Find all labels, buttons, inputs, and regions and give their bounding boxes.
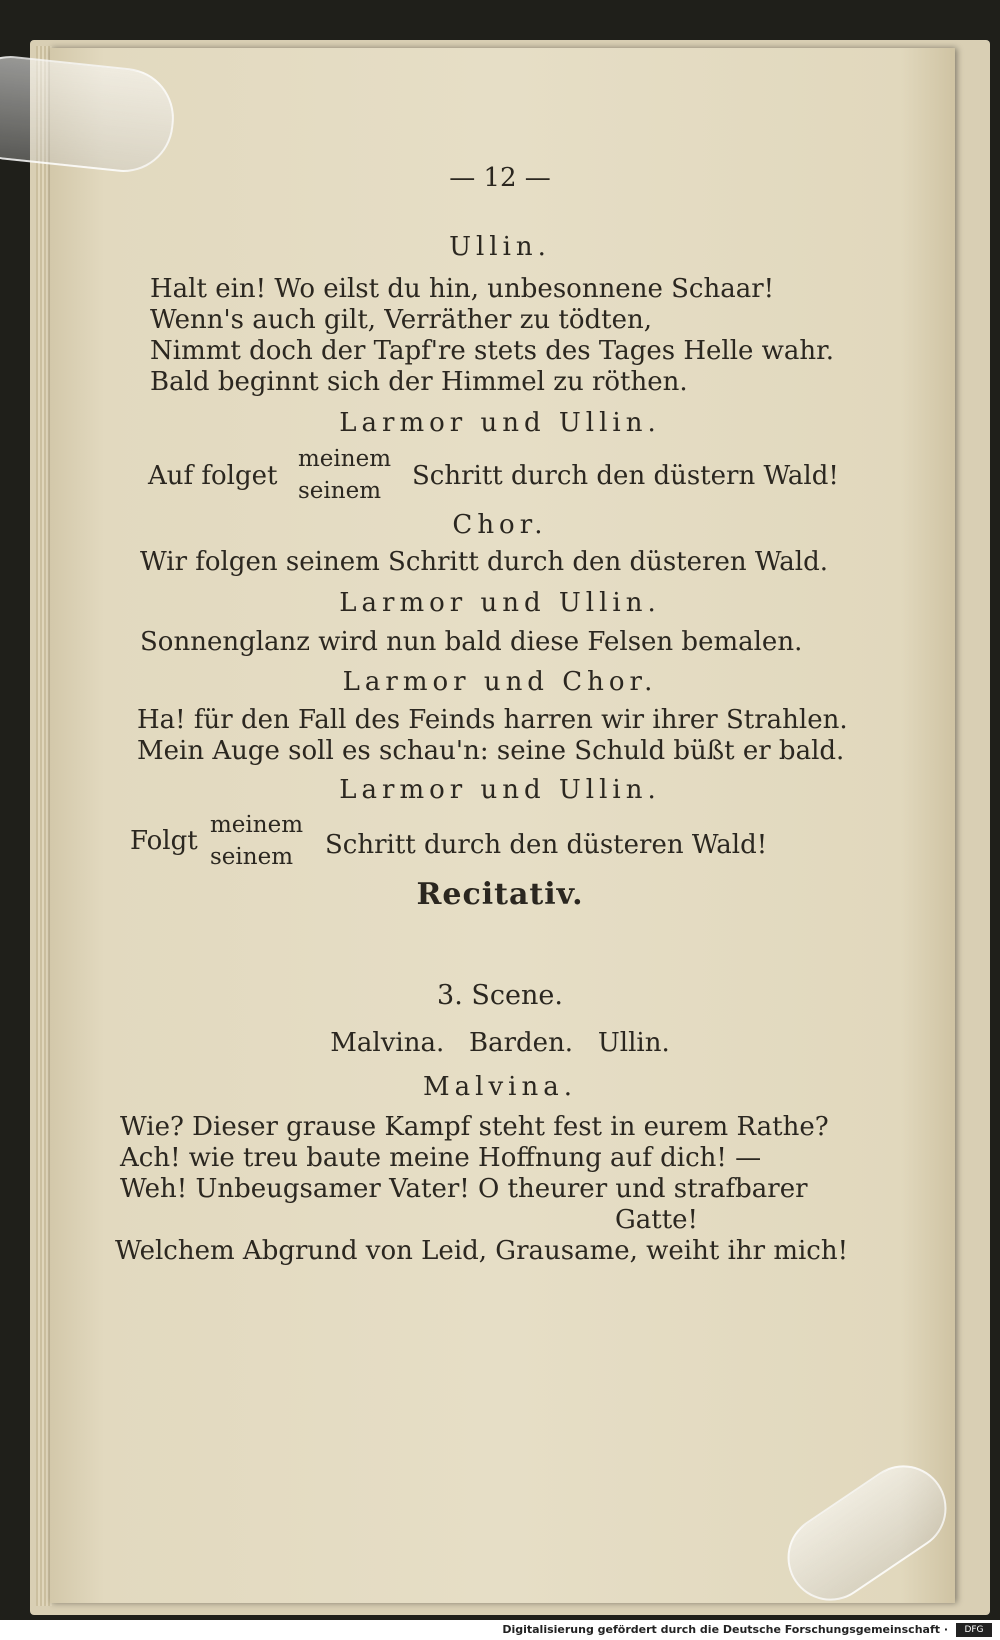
- speaker-malvina: Malvina.: [423, 1072, 577, 1102]
- speaker-chor: Chor.: [452, 510, 548, 540]
- footer-credit: Digitalisierung gefördert durch die Deutsche Forschungsgemeinschaft ·: [502, 1623, 948, 1636]
- speaker-larmor-chor: Larmor und Chor.: [342, 667, 658, 697]
- page-number: — 12 —: [449, 163, 551, 193]
- verse-line: Nimmt doch der Tapf're stets des Tages Helle wahr.: [150, 336, 835, 366]
- speaker-larmor-ullin: Larmor und Ullin.: [339, 408, 661, 438]
- verse-variant: seinem: [298, 478, 382, 504]
- verse-line: Ha! für den Fall des Feinds harren wir ihrer Strahlen.: [137, 705, 848, 735]
- verse-line: Mein Auge soll es schau'n: seine Schuld büßt er bald.: [137, 736, 845, 766]
- verse-line-end: Schritt durch den düstern Wald!: [412, 461, 839, 491]
- verse-line: Wie? Dieser grause Kampf steht fest in eurem Rathe?: [120, 1112, 829, 1142]
- speaker-ullin: Ullin.: [449, 232, 551, 262]
- dfg-logo: DFG: [956, 1623, 992, 1637]
- speaker-larmor-ullin: Larmor und Ullin.: [339, 588, 661, 618]
- verse-line: Wenn's auch gilt, Verräther zu tödten,: [150, 305, 653, 335]
- verse-line-end: Schritt durch den düsteren Wald!: [325, 830, 768, 860]
- verse-line: Sonnenglanz wird nun bald diese Felsen bemalen.: [140, 627, 803, 657]
- speaker-larmor-ullin: Larmor und Ullin.: [339, 775, 661, 805]
- section-heading-recitativ: Recitativ.: [416, 877, 584, 912]
- verse-line-start: Folgt: [130, 826, 198, 856]
- scene-heading: 3. Scene.: [437, 980, 563, 1011]
- verse-line: Weh! Unbeugsamer Vater! O theurer und strafbarer: [120, 1174, 808, 1204]
- verse-variant: seinem: [210, 844, 294, 870]
- verse-line: Halt ein! Wo eilst du hin, unbesonnene Schaar!: [150, 274, 775, 304]
- verse-line: Bald beginnt sich der Himmel zu röthen.: [150, 367, 688, 397]
- verse-line: Ach! wie treu baute meine Hoffnung auf dich! —: [120, 1143, 762, 1173]
- persons-list: Malvina. Barden. Ullin.: [330, 1028, 670, 1058]
- verse-line: Welchem Abgrund von Leid, Grausame, weiht ihr mich!: [115, 1236, 849, 1266]
- verse-line: Wir folgen seinem Schritt durch den düsteren Wald.: [140, 547, 829, 577]
- verse-variant: meinem: [210, 812, 304, 838]
- verse-line-continuation: Gatte!: [615, 1205, 699, 1235]
- verse-line-start: Auf folget: [148, 461, 278, 491]
- footer-bar: [0, 1620, 1000, 1640]
- verse-variant: meinem: [298, 446, 392, 472]
